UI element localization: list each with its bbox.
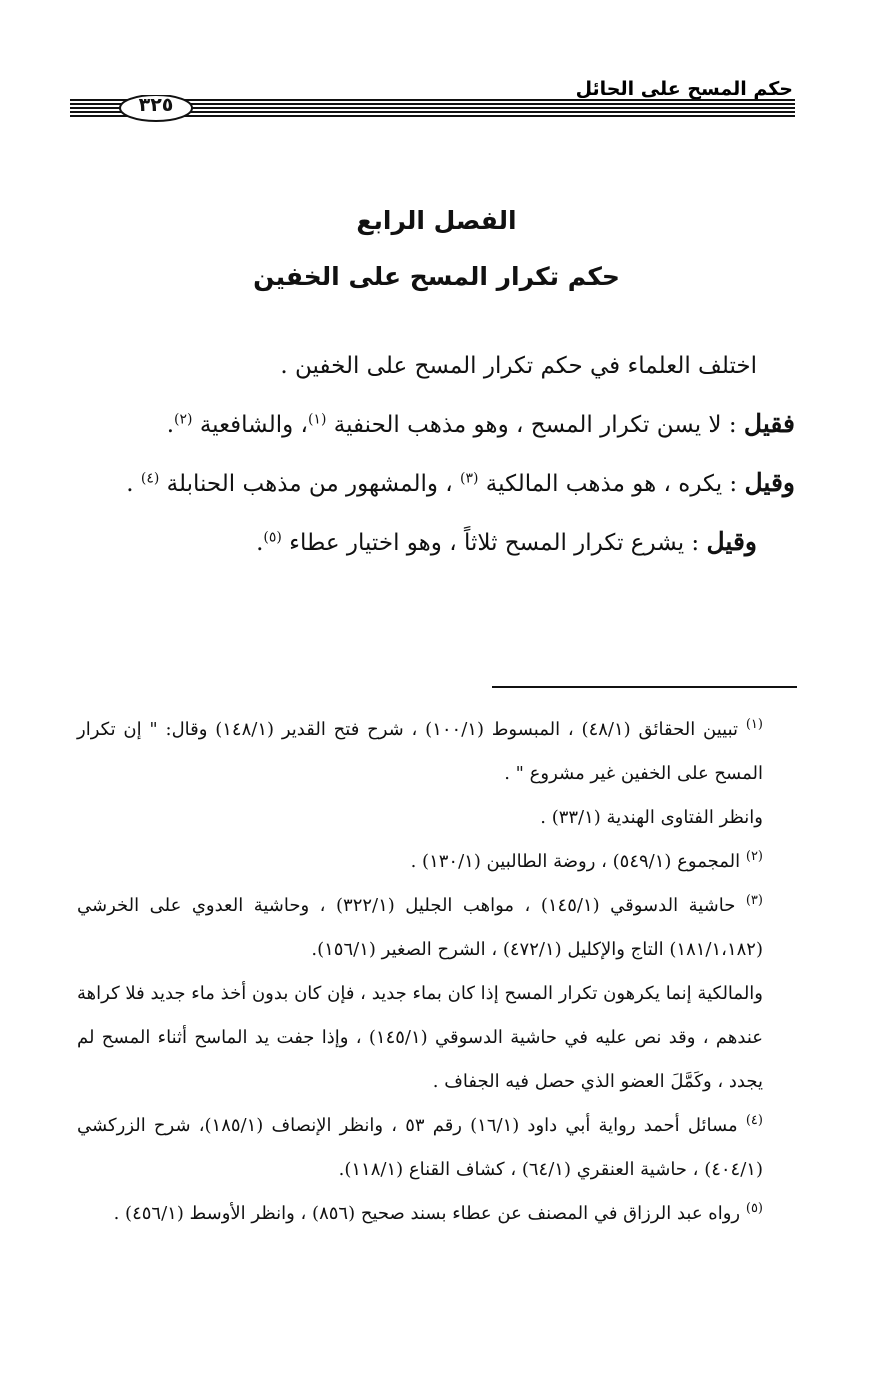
footnote-1-text: تبيين الحقائق (٤٨/١) ، المبسوط (١٠٠/١) ، شرح فتح القدير (١٤٨/١) وقال: " إن تكرار المسح على الخفين غير مشروع " . — [77, 719, 763, 784]
opinion-3-paragraph — [77, 513, 795, 572]
opinion-1-text: : لا يسن تكرار المسح ، وهو مذهب الحنفية — [333, 412, 737, 438]
intro-paragraph: اختلف العلماء في حكم تكرار المسح على الخفين . — [280, 353, 757, 379]
opinion-2-end: . — [126, 471, 134, 497]
opinion-2-lead: وقيل — [744, 468, 795, 497]
footnote-5 — [77, 1192, 795, 1236]
footnote-ref-4[interactable]: (٤) — [140, 470, 160, 487]
footnote-ref-5[interactable]: (٥) — [263, 529, 282, 546]
footnote-2-text: المجموع (٥٤٩/١) ، روضة الطالبين (١٣٠/١) . — [410, 851, 741, 872]
footnote-5-number: (٥) — [745, 1201, 763, 1216]
footnote-1-extra: وانظر الفتاوى الهندية (٣٣/١) . — [540, 807, 763, 828]
opinion-1-end: . — [166, 412, 175, 438]
running-title: حكم المسح على الحائل — [575, 78, 793, 100]
footnote-ref-1[interactable]: (١) — [307, 411, 327, 428]
footnote-5-text: رواه عبد الرزاق في المصنف عن عطاء بسند صحيح (٨٥٦) ، وانظر الأوسط (٤٥٦/١) . — [113, 1203, 741, 1224]
page-number: ٣٢٥ — [138, 94, 174, 116]
opinion-2-mid: ، والمشهور من مذهب الحنابلة — [166, 471, 453, 497]
footnote-4-text: مسائل أحمد رواية أبي داود (١٦/١) رقم ٥٣ ، وانظر الإنصاف (١٨٥/١)، شرح الزركشي (٤٠٤/١) ، حاشية العنقري (٦٤/١) ، كشاف القناع (١١٨/١). — [77, 1115, 763, 1180]
opinion-3-text: : يشرع تكرار المسح ثلاثاً ، وهو اختيار عطاء — [289, 530, 700, 556]
footnote-2 — [77, 840, 795, 884]
opinion-1-mid: ، والشافعية — [199, 412, 308, 438]
footnote-4-number: (٤) — [745, 1113, 763, 1128]
footnote-ref-3[interactable]: (٣) — [460, 470, 479, 487]
opinion-1-lead: فقيل — [743, 409, 795, 438]
footnote-1-number: (١) — [745, 717, 763, 732]
main-body — [77, 338, 795, 572]
footnote-ref-2[interactable]: (٢) — [174, 411, 193, 428]
opinion-3-lead: وقيل — [706, 527, 757, 556]
footnote-2-number: (٢) — [745, 849, 763, 864]
footnote-3 — [77, 884, 795, 972]
chapter-heading: الفصل الرابع — [356, 206, 517, 235]
opinion-2-paragraph — [77, 454, 795, 513]
opinion-1-paragraph — [77, 395, 795, 454]
chapter-title: حكم تكرار المسح على الخفين — [253, 262, 620, 291]
footnote-3-number: (٣) — [745, 893, 763, 908]
opinion-3-end: . — [256, 530, 264, 556]
opinion-2-text: : يكره ، هو مذهب المالكية — [485, 471, 738, 497]
footnote-1 — [77, 708, 795, 796]
footnotes-section — [77, 708, 795, 1236]
footnote-separator — [492, 686, 797, 688]
footnote-4 — [77, 1104, 795, 1192]
footnote-3-text: حاشية الدسوقي (١٤٥/١) ، مواهب الجليل (٣٢٢/١) ، وحاشية العدوي على الخرشي (١٨١/١،١٨٢) التاج والإكليل (٤٧٢/١) ، الشرح الصغير (١٥٦/١). — [77, 895, 763, 960]
footnote-3-extra: والمالكية إنما يكرهون تكرار المسح إذا كان بماء جديد ، فإن كان بدون أخذ ماء جديد فلا كراهة عندهم ، وقد نص عليه في حاشية الدسوقي (١٤٥/١) ، وإذا جفت يد الماسح أثناء المسح لم يجدد ، وكَمَّلَ العضو الذي حصل فيه الجفاف . — [77, 983, 763, 1092]
